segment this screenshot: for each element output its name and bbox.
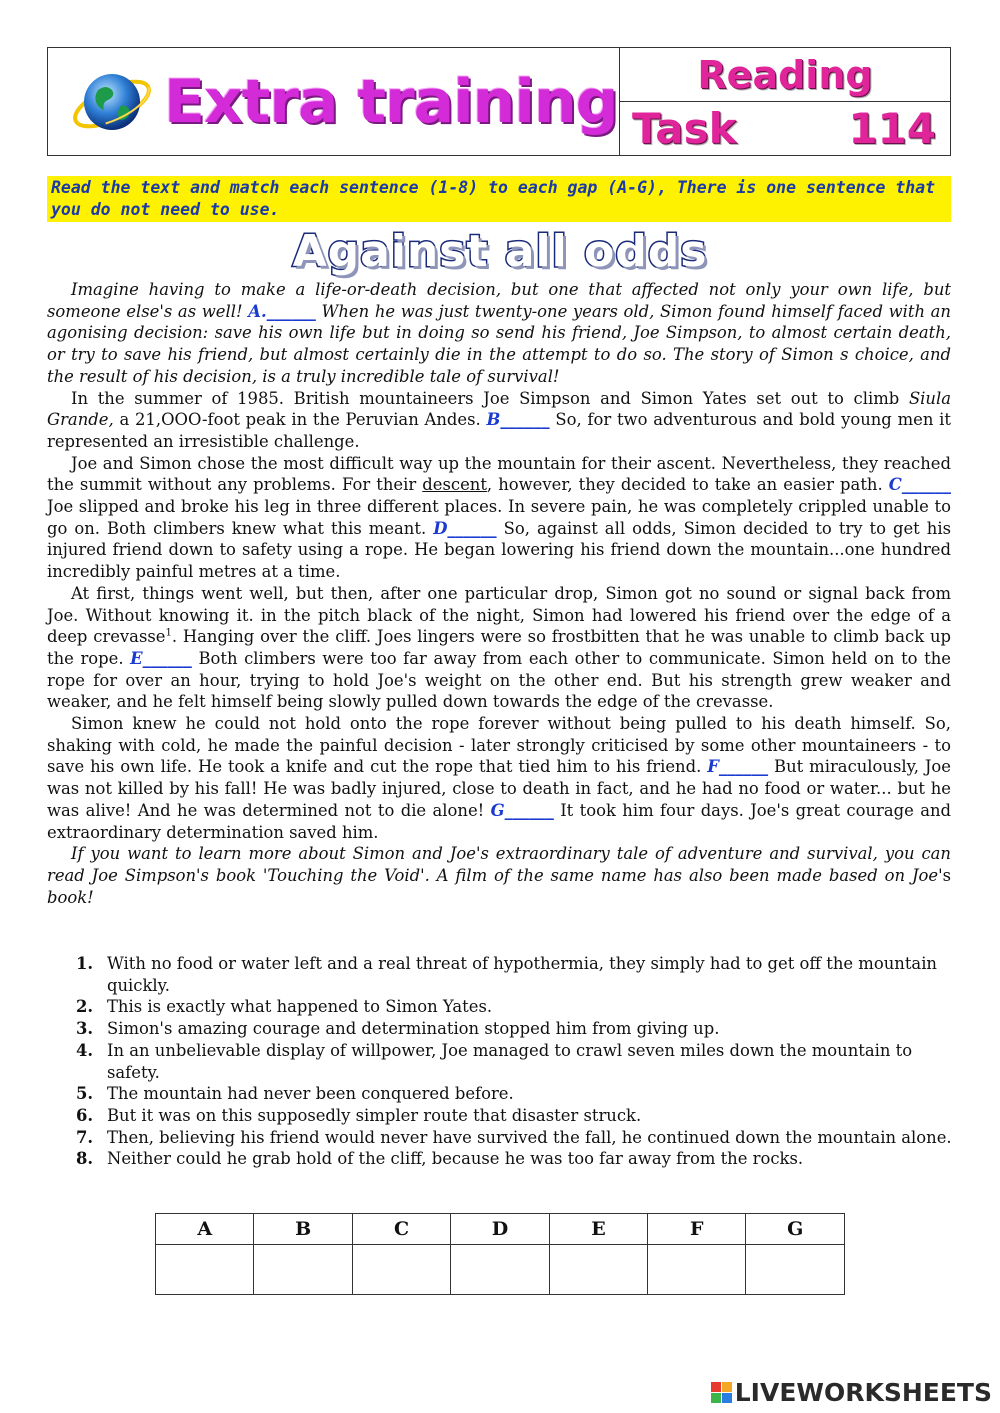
text: book! — [47, 887, 94, 907]
option-number: 2. — [76, 997, 94, 1017]
gap-g[interactable]: G______ — [490, 800, 554, 820]
liveworksheets-logo[interactable] — [711, 1378, 992, 1407]
text: Both climbers were too far away from each other to communicate. Simon held on to the rope for over an hour, trying to hold Joe's weight on the other end. But his strength grew weaker and weaker, and he felt himself being slowly pulled down towards the edge of the crevasse. — [47, 648, 951, 712]
option-text: Neither could he grab hold of the cliff, because he was too far away from the rocks. — [107, 1149, 804, 1169]
answer-table — [155, 1213, 845, 1295]
header-table — [47, 47, 951, 156]
story-title: Against all odds — [292, 226, 708, 277]
text: Joe and Simon chose the most difficult way up the mountain for their ascent. Nevertheless, they reached the summit without any problems. For their — [47, 453, 951, 495]
answer-header: E — [549, 1214, 647, 1245]
option-text: But it was on this supposedly simpler route that disaster struck. — [107, 1105, 642, 1125]
answer-header: A — [156, 1214, 254, 1245]
list-item — [76, 1148, 952, 1170]
option-text: In an unbelievable display of willpower, Joe managed to crawl seven miles down the mountain to safety. — [107, 1040, 913, 1082]
answer-cell-a[interactable] — [156, 1245, 254, 1295]
logo-badge-icon — [711, 1382, 732, 1403]
section-label: Reading — [697, 52, 873, 97]
option-text: With no food or water left and a real threat of hypothermia, they simply had to get off the mountain quickly. — [107, 954, 937, 995]
text: Joe slipped and broke his leg in three different places. In severe pain, he was completely crippled unable to go on. Both climbers knew what this meant. — [47, 497, 951, 538]
option-number: 1. — [76, 954, 94, 973]
answer-header-row — [156, 1214, 845, 1245]
task-label: Task — [632, 104, 737, 153]
text: . Hanging over the cliff. Joes lingers were so frostbitten that he was unable to climb back up the rope. — [47, 627, 951, 668]
gap-f[interactable]: F______ — [707, 757, 769, 777]
option-text: This is exactly what happened to Simon Yates. — [107, 997, 493, 1017]
footnote-marker: 1 — [165, 627, 172, 639]
option-number: 5. — [76, 1084, 94, 1104]
gap-b[interactable]: B______ — [486, 410, 550, 430]
badge-square — [722, 1393, 732, 1403]
mountain-name: Siula Grande, — [47, 388, 951, 430]
gap-a[interactable]: A.______ — [248, 301, 316, 321]
task-number: 114 — [848, 104, 936, 153]
answer-header: C — [352, 1214, 450, 1245]
badge-square — [711, 1382, 721, 1392]
task-cell — [620, 48, 950, 155]
option-text: The mountain had never been conquered before. — [107, 1084, 514, 1104]
list-item — [76, 1083, 952, 1105]
answer-cell-e[interactable] — [549, 1245, 647, 1295]
list-item — [76, 1127, 952, 1149]
text: , however, they decided to take an easier path. — [486, 475, 883, 495]
brand-cell — [48, 48, 620, 155]
option-text: Then, believing his friend would never have survived the fall, he continued down the mountain alone. — [107, 1127, 952, 1147]
badge-square — [722, 1382, 732, 1392]
paragraph-5 — [47, 713, 951, 843]
text: At first, things went well, but then, after one particular drop, Simon got no sound or signal back from Joe. Without knowing it. in the pitch black of the night, Simon had lowered his friend over the edge of a deep crevasse — [47, 583, 951, 647]
answer-header: G — [746, 1214, 845, 1245]
text: It took him four days. Joe's great courage and extraordinary determination saved him. — [47, 800, 952, 842]
story-body — [47, 279, 951, 908]
answer-header: F — [648, 1214, 746, 1245]
list-item — [76, 1040, 952, 1083]
text: In the summer of 1985. British mountaineers Joe Simpson and Simon Yates set out to climb — [71, 388, 900, 408]
text: 's — [938, 865, 951, 885]
gap-e[interactable]: E______ — [130, 648, 192, 668]
option-text: Simon's amazing courage and determination stopped him from giving up. — [107, 1019, 720, 1039]
option-number: 7. — [76, 1127, 94, 1147]
answer-header: D — [451, 1214, 549, 1245]
text: a 21,OOO-foot peak in the Peruvian Andes. — [119, 410, 481, 430]
list-item — [76, 1105, 952, 1127]
list-item — [76, 996, 952, 1018]
text: When he was just twenty-one years old, Simon found himself faced with an agonising decision: save his own life but in doing so send his friend, Joe Simpson, to almost certain death, or try to save his friend, but almost certainly die in the attempt to do so. The story of Simon s choice, and the result of his decision, is a truly incredible tale of survival! — [47, 301, 951, 386]
underlined-word: descent — [422, 475, 487, 495]
option-number: 4. — [76, 1040, 94, 1060]
brand-title: Extra training — [164, 66, 618, 137]
badge-square — [711, 1393, 721, 1403]
paragraph-1 — [47, 279, 951, 388]
paragraph-6 — [47, 843, 951, 908]
option-number: 6. — [76, 1105, 94, 1125]
task-number-cell — [620, 102, 950, 155]
text: So, against all odds, Simon decided to try to get his injured friend down to safety using a rope. He began lowering his friend down the mountain...one hundred incredibly painful metres at a time. — [47, 518, 952, 582]
answer-header: B — [254, 1214, 352, 1245]
option-number: 8. — [76, 1149, 94, 1169]
list-item — [76, 1018, 952, 1040]
answer-input-row — [156, 1245, 845, 1295]
list-item — [76, 953, 952, 996]
section-cell — [620, 48, 950, 102]
gap-d[interactable]: D______ — [433, 518, 497, 538]
text: But miraculously, Joe was not killed by his fall! He was badly injured, close to death in fact, and he had no food or water... but he was alive! And he was determined not to die alone! — [47, 757, 951, 820]
text: So, for two adventurous and bold young men it represented an irresistible challenge. — [47, 410, 951, 451]
paragraph-3 — [47, 453, 951, 583]
answer-cell-c[interactable] — [352, 1245, 450, 1295]
paragraph-2 — [47, 388, 951, 453]
gap-c[interactable]: C______ — [888, 475, 951, 495]
text: Simon knew he could not hold onto the rope forever without being pulled to his death himself. So, shaking with cold, he made the painful decision - later strongly criticised by some other mountaineers - to save his own life. He took a knife and cut the rope that tied him to his friend. — [47, 714, 951, 777]
option-number: 3. — [76, 1019, 94, 1039]
logo-text: LIVEWORKSHEETS — [734, 1378, 992, 1407]
paragraph-4 — [47, 583, 951, 713]
text: If you want to learn more about Simon and Joe's extraordinary tale of adventure and survival, you can read Joe Simpson's book 'Touching the Void'. A film of the same name has also been made based on Joe — [47, 844, 951, 885]
text: Imagine having to make a life-or-death decision, but one that affected not only your own life, but someone else's as well! — [47, 280, 951, 321]
sentence-options — [76, 953, 952, 1170]
globe-icon — [70, 60, 154, 144]
instructions: Read the text and match each sentence (1-8) to each gap (A-G), There is one sentence that you do not need to use. — [47, 176, 951, 222]
answer-cell-g[interactable] — [746, 1245, 845, 1295]
answer-cell-f[interactable] — [648, 1245, 746, 1295]
answer-cell-d[interactable] — [451, 1245, 549, 1295]
answer-cell-b[interactable] — [254, 1245, 352, 1295]
